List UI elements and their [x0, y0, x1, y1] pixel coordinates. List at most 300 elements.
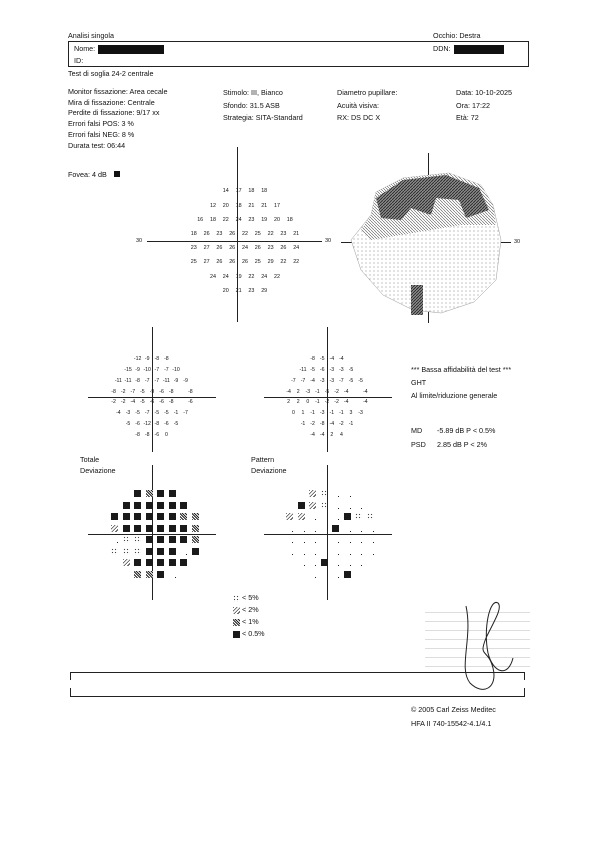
total-deviation-value: -11	[124, 377, 132, 384]
pattern-deviation-value: -5	[348, 377, 354, 384]
pattern-probability-symbol	[344, 571, 351, 578]
probability-legend	[233, 592, 265, 640]
sens-h-axis	[147, 241, 322, 242]
total-probability-symbol	[146, 502, 153, 509]
total-deviation-value: -6	[159, 388, 164, 395]
pattern-deviation-value: -4	[329, 356, 335, 363]
pattern-deviation-value: -1	[339, 410, 344, 417]
pattern-deviation-value: -11	[299, 367, 307, 373]
total-deviation-value: -8	[135, 377, 140, 384]
pattern-probability-symbol	[309, 548, 316, 555]
sensitivity-value: 26	[242, 259, 248, 266]
total-deviation-value: -6	[188, 399, 193, 406]
pattern-probability-symbol	[344, 548, 351, 555]
redaction-name	[98, 45, 164, 54]
param-line: Ora: 17:22	[456, 100, 490, 110]
param-line: Errori falsi NEG: 8 %	[68, 129, 135, 139]
total-probability-symbol	[146, 559, 153, 566]
sensitivity-value: 12	[210, 202, 216, 209]
sensitivity-value: 18	[235, 202, 242, 209]
pattern-probability-symbol	[298, 513, 305, 520]
total-probability-symbol	[134, 571, 141, 578]
param-line: Acuità visiva:	[337, 100, 379, 110]
total-probability-symbol	[111, 525, 118, 532]
bottom-rule-bottom	[70, 696, 525, 697]
legend-text: < 0.5%	[242, 629, 265, 638]
total-deviation-value: -7	[144, 377, 150, 384]
sensitivity-value: 22	[293, 259, 300, 266]
ght-value: Al limite/riduzione generale	[411, 391, 498, 400]
pattern-deviation-value: -1	[315, 388, 320, 395]
pattern-deviation-value: 1	[301, 410, 305, 417]
bottom-rule-top	[70, 672, 525, 673]
pattern-probability-symbol	[321, 525, 328, 532]
pattern-deviation-value: 3	[349, 410, 353, 417]
reliability-warning: *** Bassa affidabilità del test ***	[411, 365, 512, 374]
total-probability-symbol	[111, 536, 118, 543]
tprob-h-axis	[88, 534, 216, 535]
total-deviation-value: -15	[124, 367, 132, 373]
pattern-deviation-value: -5	[319, 356, 325, 363]
pattern-deviation-value: -3	[329, 377, 335, 384]
total-deviation-value: -9	[135, 367, 140, 373]
total-probability-symbol	[169, 525, 176, 532]
report-type: Analisi singola	[68, 31, 114, 40]
pattern-probability-symbol	[321, 536, 328, 543]
pattern-probability-symbol	[355, 536, 362, 543]
total-probability-symbol	[180, 536, 187, 543]
sensitivity-value: 29	[267, 259, 274, 266]
pattern-probability-symbol	[321, 548, 328, 555]
pattern-deviation-value: -3	[329, 367, 335, 373]
pattern-probability-symbol	[332, 536, 339, 543]
total-deviation-value: -8	[154, 356, 160, 363]
pattern-probability-symbol	[298, 559, 305, 566]
pattern-deviation-value: 2	[287, 399, 291, 406]
pattern-deviation-value: -4	[363, 399, 368, 406]
eye-label: Occhio: Destra	[433, 31, 481, 40]
total-deviation-value: -6	[164, 421, 169, 427]
total-deviation-value: -11	[114, 377, 122, 384]
sensitivity-value: 17	[235, 188, 242, 195]
sensitivity-value: 18	[248, 188, 255, 195]
bottom-rule-right2	[524, 688, 525, 697]
total-probability-symbol	[123, 559, 130, 566]
pattern-deviation-value: -2	[334, 388, 339, 395]
name-label: Nome:	[74, 44, 96, 53]
patient-id-label: ID:	[74, 56, 84, 65]
total-deviation-value: -5	[140, 388, 145, 395]
total-deviation-value: -7	[130, 388, 136, 395]
pattern-deviation-value: -1	[310, 410, 315, 417]
sensitivity-value: 21	[235, 287, 242, 294]
pattern-probability-symbol	[286, 513, 293, 520]
fovea-value	[68, 170, 120, 179]
sensitivity-value: 22	[248, 273, 255, 280]
pattern-probability-symbol	[367, 548, 374, 555]
pattern-probability-symbol	[321, 513, 328, 520]
sensitivity-value: 23	[280, 230, 287, 237]
total-deviation-value: -8	[135, 431, 140, 438]
pattern-probability-symbol	[332, 490, 339, 497]
sensitivity-value: 25	[254, 259, 261, 266]
total-deviation-value: -5	[164, 410, 169, 417]
param-line: Durata test: 06:44	[68, 140, 126, 150]
total-probability-symbol	[134, 490, 141, 497]
total-probability-symbol	[157, 559, 164, 566]
pattern-probability-symbol	[367, 536, 374, 543]
total-deviation-value: -2	[120, 388, 126, 395]
sensitivity-value: 23	[190, 245, 197, 252]
sensitivity-value: 16	[197, 216, 204, 223]
pattern-probability-symbol	[309, 490, 316, 497]
total-probability-symbol	[134, 536, 141, 543]
sensitivity-value: 17	[274, 202, 280, 209]
pattern-probability-symbol	[321, 571, 328, 578]
fovea-square	[114, 171, 120, 177]
sensitivity-value: 22	[280, 259, 287, 266]
pattern-deviation-value: -2	[339, 421, 344, 427]
total-probability-symbol	[169, 513, 176, 520]
total-deviation-value: -8	[168, 399, 174, 406]
total-deviation-value: -6	[135, 421, 140, 427]
sensitivity-value: 29	[261, 287, 268, 294]
sensitivity-value: 26	[229, 245, 236, 252]
total-deviation-value: -7	[183, 410, 188, 417]
dob-label: DDN:	[433, 44, 451, 53]
params-col3	[337, 87, 397, 125]
params-col4	[456, 87, 512, 125]
pattern-deviation-value: -2	[334, 399, 339, 406]
param-line: RX: DS DC X	[337, 113, 381, 123]
pattern-probability-symbol	[321, 490, 328, 497]
total-probability-symbol	[169, 548, 176, 555]
pattern-deviation-value: -8	[319, 421, 325, 427]
total-deviation-value: -10	[143, 367, 151, 373]
total-probability-symbol	[157, 490, 164, 497]
total-probability-symbol	[157, 571, 164, 578]
pattern-probability-symbol	[286, 548, 293, 555]
total-deviation-value: -8	[111, 388, 116, 395]
pattern-deviation-value: 2	[296, 388, 300, 395]
sensitivity-value: 20	[222, 287, 229, 294]
pattern-probability-symbol	[344, 559, 351, 566]
total-probability-symbol	[180, 525, 187, 532]
pattern-deviation-value: -1	[315, 399, 320, 406]
sensitivity-value: 18	[286, 216, 293, 223]
sensitivity-value: 24	[210, 273, 216, 280]
pattern-deviation-value: -1	[348, 421, 354, 427]
pattern-label-line: Pattern	[251, 455, 275, 464]
total-deviation-value: -8	[168, 388, 174, 395]
patient-name	[74, 44, 164, 54]
sensitivity-value: 21	[261, 202, 268, 209]
legend-item	[233, 592, 265, 604]
sensitivity-value: 22	[274, 273, 280, 280]
md-value: -5.89 dB P < 0.5%	[437, 426, 496, 435]
total-probability-symbol	[146, 490, 153, 497]
param-line: Mira di fissazione: Centrale	[68, 97, 155, 107]
total-deviation-value: -1	[173, 410, 179, 417]
pattern-deviation-value: -1	[300, 421, 306, 427]
pattern-deviation-value: -3	[319, 377, 325, 384]
pattern-deviation-value: -4	[319, 431, 325, 438]
legend-item	[233, 604, 265, 616]
pattern-probability-symbol	[309, 525, 316, 532]
pattern-deviation-value: 0	[291, 410, 295, 417]
greyscale-field	[341, 170, 511, 320]
sens-axis-label-left: 30	[136, 238, 143, 244]
total-probability-symbol	[146, 571, 153, 578]
legend-item	[233, 616, 265, 628]
total-probability-symbol	[192, 548, 199, 555]
pattern-probability-symbol	[355, 502, 362, 509]
total-probability-symbol	[146, 536, 153, 543]
total-probability-symbol	[134, 548, 141, 555]
total-deviation-value: -6	[159, 399, 164, 406]
total-deviation-value: -5	[135, 410, 140, 417]
tprob-v-axis	[152, 465, 153, 600]
total-probability-symbol	[157, 536, 164, 543]
total-label-line: Totale	[80, 455, 100, 464]
pattern-deviation-value: -5	[324, 388, 330, 395]
legend-text: < 2%	[242, 605, 259, 614]
sensitivity-value: 25	[190, 259, 197, 266]
sensitivity-value: 24	[235, 216, 242, 223]
total-probability-symbol	[169, 559, 176, 566]
total-deviation-value: -5	[154, 410, 160, 417]
param-line: Strategia: SITA-Standard	[223, 113, 303, 123]
pattern-probability-symbol	[298, 536, 305, 543]
param-line: Diametro pupillare:	[337, 88, 398, 97]
grey-axis-label: 30	[514, 239, 521, 245]
pattern-deviation-value: -4	[310, 377, 315, 384]
total-probability-symbol	[123, 525, 130, 532]
param-line: Sfondo: 31.5 ASB	[223, 100, 280, 110]
sens-axis-label-right: 30	[325, 238, 332, 244]
legend-symbol-05	[233, 631, 240, 638]
pattern-label	[251, 454, 287, 476]
sensitivity-value: 24	[261, 273, 268, 280]
pattern-probability-symbol	[321, 559, 328, 566]
sensitivity-value: 26	[203, 230, 210, 237]
sensitivity-value: 20	[222, 202, 229, 209]
ght-label: GHT	[411, 378, 427, 387]
pattern-deviation-value: -4	[286, 388, 291, 395]
legend-item	[233, 628, 265, 640]
legend-symbol-5	[233, 595, 240, 602]
pattern-deviation-value: -6	[319, 367, 325, 373]
total-deviation-value: -7	[154, 367, 160, 373]
total-probability-symbol	[146, 548, 153, 555]
pattern-deviation-value: 0	[306, 399, 310, 406]
sensitivity-value: 25	[254, 230, 261, 237]
sensitivity-value: 23	[267, 245, 274, 252]
pattern-deviation-value: -5	[358, 377, 363, 384]
total-probability-symbol	[180, 548, 187, 555]
pattern-probability-symbol	[355, 548, 362, 555]
total-deviation-value: -7	[144, 410, 150, 417]
total-deviation-value: -12	[143, 421, 151, 427]
total-probability-symbol	[157, 548, 164, 555]
total-label	[80, 454, 116, 476]
pattern-probability-symbol	[344, 502, 351, 509]
legend-symbol-1	[233, 619, 240, 626]
total-deviation-value: -6	[149, 399, 155, 406]
pattern-probability-symbol	[344, 536, 351, 543]
sensitivity-value: 23	[248, 216, 255, 223]
pattern-probability-symbol	[332, 548, 339, 555]
total-probability-symbol	[180, 502, 187, 509]
pattern-probability-symbol	[355, 513, 362, 520]
total-deviation-value: 0	[164, 431, 168, 438]
total-probability-symbol	[146, 513, 153, 520]
pattern-probability-symbol	[309, 559, 316, 566]
total-probability-symbol	[157, 502, 164, 509]
pattern-probability-symbol	[355, 559, 362, 566]
total-deviation-value: -7	[164, 367, 169, 373]
total-deviation-value: -7	[154, 377, 160, 384]
pattern-probability-symbol	[344, 490, 351, 497]
pattern-probability-symbol	[344, 513, 351, 520]
total-probability-symbol	[192, 525, 199, 532]
sensitivity-value: 26	[280, 245, 287, 252]
pattern-probability-symbol	[332, 502, 339, 509]
param-line: Età: 72	[456, 113, 479, 123]
sensitivity-value: 27	[203, 259, 210, 266]
total-probability-symbol	[157, 513, 164, 520]
total-deviation-value: -6	[154, 431, 160, 438]
blind-spot	[411, 285, 423, 315]
total-probability-symbol	[169, 536, 176, 543]
pprob-v-axis	[327, 465, 328, 600]
pattern-probability-symbol	[309, 571, 316, 578]
total-deviation-value: -5	[173, 421, 179, 427]
params-col2	[223, 87, 303, 125]
sensitivity-value: 20	[274, 216, 280, 223]
signature	[438, 598, 528, 698]
params-col1	[68, 87, 167, 151]
tdev-h-axis	[88, 397, 216, 398]
pattern-deviation-value: 4	[339, 431, 343, 438]
pattern-probability-symbol	[286, 525, 293, 532]
param-line: Data: 10-10-2025	[456, 88, 512, 97]
total-probability-symbol	[134, 513, 141, 520]
sensitivity-value: 26	[216, 245, 223, 252]
pattern-deviation-value: -7	[300, 377, 306, 384]
pprob-h-axis	[264, 534, 392, 535]
total-probability-symbol	[169, 502, 176, 509]
sensitivity-value: 18	[190, 230, 197, 237]
pattern-deviation-value: 2	[296, 399, 300, 406]
total-deviation-value: -12	[133, 356, 142, 363]
bottom-rule-left	[70, 672, 71, 680]
sensitivity-value: 14	[222, 188, 229, 195]
total-label-line: Deviazione	[80, 466, 116, 475]
total-deviation-value: -2	[120, 399, 126, 406]
pattern-deviation-value: -4	[310, 431, 315, 438]
md-label: MD	[411, 426, 423, 435]
param-line: Stimolo: III, Bianco	[223, 88, 283, 97]
total-probability-symbol	[111, 548, 118, 555]
sensitivity-value: 23	[216, 230, 223, 237]
total-probability-symbol	[123, 536, 130, 543]
pattern-deviation-value: -3	[358, 410, 363, 417]
pattern-deviation-value: -2	[310, 421, 315, 427]
pattern-probability-symbol	[344, 525, 351, 532]
pattern-deviation-value: -3	[319, 410, 325, 417]
total-deviation-value: -9	[144, 356, 150, 363]
pattern-probability-symbol	[367, 525, 374, 532]
total-probability-symbol	[180, 513, 187, 520]
pattern-deviation-value: -7	[291, 377, 296, 384]
pattern-deviation-value: -4	[363, 388, 368, 395]
pattern-probability-symbol	[298, 525, 305, 532]
pattern-probability-symbol	[332, 571, 339, 578]
bottom-rule-right	[524, 672, 525, 680]
sensitivity-value: 26	[254, 245, 261, 252]
total-deviation-value: -2	[111, 399, 116, 406]
pattern-deviation-value: -7	[339, 377, 344, 384]
sensitivity-value: 26	[216, 259, 223, 266]
sensitivity-value: 24	[242, 245, 248, 252]
sensitivity-value: 19	[235, 273, 242, 280]
total-probability-symbol	[157, 525, 164, 532]
sensitivity-value: 24	[293, 245, 300, 252]
sensitivity-value: 26	[229, 259, 236, 266]
device-model: HFA II 740-15542-4.1/4.1	[411, 719, 492, 728]
pattern-probability-symbol	[298, 502, 305, 509]
pattern-probability-symbol	[355, 525, 362, 532]
pdev-h-axis	[264, 397, 392, 398]
pattern-deviation-value: -5	[348, 367, 354, 373]
bottom-rule-left2	[70, 688, 71, 697]
param-line: Monitor fissazione: Area cecale	[68, 87, 168, 96]
pattern-deviation-value: -3	[339, 367, 344, 373]
total-deviation-value: -5	[125, 421, 131, 427]
pattern-probability-symbol	[309, 513, 316, 520]
redaction-dob	[454, 45, 504, 54]
pattern-label-line: Deviazione	[251, 466, 287, 475]
sensitivity-value: 21	[293, 230, 300, 237]
patient-dob	[433, 44, 504, 54]
pattern-deviation-value: -4	[329, 421, 335, 427]
copyright: © 2005 Carl Zeiss Meditec	[411, 705, 496, 714]
pattern-probability-symbol	[309, 536, 316, 543]
sensitivity-value: 18	[261, 188, 268, 195]
sensitivity-value: 22	[267, 230, 274, 237]
pattern-deviation-value: -1	[329, 410, 335, 417]
total-deviation-value: -8	[154, 421, 160, 427]
sensitivity-value: 24	[222, 273, 229, 280]
total-deviation-value: -9	[183, 377, 188, 384]
pattern-deviation-value: -3	[305, 388, 311, 395]
total-deviation-value: -9	[173, 377, 179, 384]
sensitivity-value: 22	[222, 216, 229, 223]
test-name: Test di soglia 24-2 centrale	[68, 69, 154, 78]
total-deviation-value: -4	[116, 410, 121, 417]
total-probability-symbol	[169, 571, 176, 578]
sensitivity-value: 27	[203, 245, 210, 252]
pattern-deviation-value: -4	[343, 399, 349, 406]
total-probability-symbol	[146, 525, 153, 532]
total-probability-symbol	[123, 502, 130, 509]
total-probability-symbol	[192, 513, 199, 520]
total-deviation-value: -8	[164, 356, 169, 363]
pattern-deviation-value: -2	[324, 399, 330, 406]
sensitivity-value: 21	[248, 202, 255, 209]
pattern-probability-symbol	[332, 525, 339, 532]
